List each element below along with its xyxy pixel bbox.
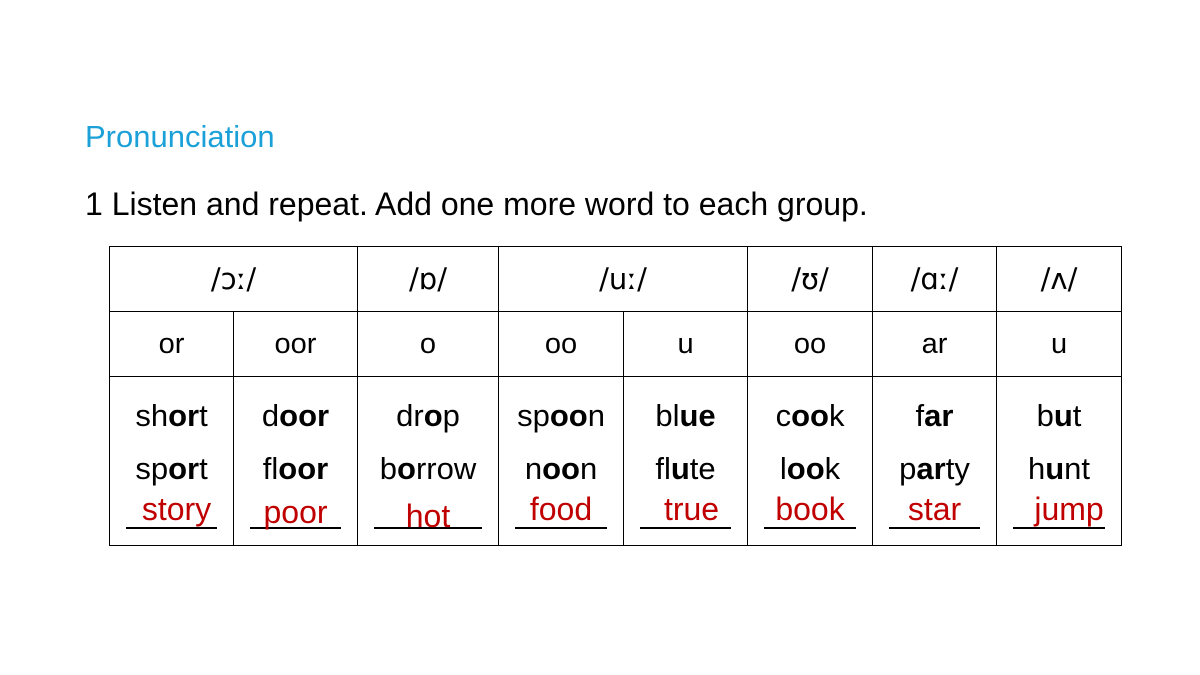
word-part: b — [1036, 398, 1054, 433]
word-part: sp — [135, 451, 169, 486]
highlighted-spelling: oo — [786, 451, 825, 486]
example-cell — [748, 377, 873, 546]
example-cell — [997, 377, 1122, 546]
answer-word: hot — [405, 498, 451, 534]
example-cell — [499, 377, 624, 546]
spelling-cell: u — [997, 312, 1122, 377]
highlighted-spelling: u — [1053, 398, 1073, 433]
highlighted-spelling: or — [168, 398, 200, 433]
answer-blank — [499, 491, 623, 539]
word-part: fl — [262, 451, 279, 486]
highlighted-spelling: ar — [924, 398, 954, 433]
word-part: n — [579, 451, 598, 486]
example-word — [499, 442, 623, 495]
highlighted-spelling: ue — [679, 398, 716, 433]
answer-word: story — [141, 491, 212, 527]
sound-cell: /ɔː/ — [110, 247, 358, 312]
example-cell — [358, 377, 499, 546]
example-word — [234, 389, 357, 442]
word-part: ty — [945, 451, 970, 486]
example-word — [110, 389, 233, 442]
example-cell — [110, 377, 234, 546]
word-part: sp — [517, 398, 550, 433]
highlighted-spelling: oo — [542, 451, 580, 486]
sound-cell: /uː/ — [499, 247, 748, 312]
spelling-cell: oor — [234, 312, 358, 377]
answer-blank — [748, 491, 872, 539]
exercise-instruction: 1 Listen and repeat. Add one more word to each group. — [85, 186, 868, 222]
phonics-table — [109, 246, 1122, 546]
spelling-row — [110, 312, 1122, 377]
answer-blank — [624, 491, 747, 539]
example-word — [997, 389, 1121, 442]
highlighted-spelling: oor — [279, 398, 330, 433]
word-part: dr — [396, 398, 424, 433]
word-part: p — [899, 451, 917, 486]
highlighted-spelling: oo — [791, 398, 829, 433]
example-word — [110, 442, 233, 495]
word-part: p — [442, 398, 460, 433]
word-part: c — [775, 398, 792, 433]
example-word — [873, 389, 996, 442]
example-word — [748, 389, 872, 442]
word-part: t — [199, 398, 208, 433]
example-word — [997, 442, 1121, 495]
highlighted-spelling: oor — [278, 451, 329, 486]
sound-cell: /ɒ/ — [358, 247, 499, 312]
word-part: t — [1072, 398, 1082, 433]
answer-blank — [234, 495, 357, 539]
highlighted-spelling: or — [168, 451, 200, 486]
highlighted-spelling: ar — [916, 451, 946, 486]
sound-cell: /ɑː/ — [873, 247, 997, 312]
spelling-cell: or — [110, 312, 234, 377]
word-part: te — [689, 451, 716, 486]
answer-word: poor — [263, 494, 328, 530]
example-cell — [624, 377, 748, 546]
example-cell — [234, 377, 358, 546]
spelling-cell: oo — [499, 312, 624, 377]
word-part: d — [261, 398, 280, 433]
word-part: l — [779, 451, 787, 486]
word-part: fl — [655, 451, 671, 486]
answer-blank — [110, 491, 233, 539]
answer-word: star — [907, 491, 962, 527]
word-part: n — [524, 451, 543, 486]
example-word — [748, 442, 872, 495]
example-word — [234, 442, 357, 495]
answer-blank — [358, 495, 498, 539]
word-part: rrow — [415, 451, 477, 486]
answer-blank — [997, 491, 1121, 539]
sound-cell: /ʊ/ — [748, 247, 873, 312]
spelling-cell: oo — [748, 312, 873, 377]
word-part: k — [828, 398, 845, 433]
highlighted-spelling: oo — [549, 398, 588, 433]
example-word — [624, 389, 747, 442]
example-word — [358, 389, 498, 442]
highlighted-spelling: u — [670, 451, 690, 486]
word-part: sh — [135, 398, 169, 433]
highlighted-spelling: o — [397, 451, 416, 486]
example-word — [358, 442, 498, 495]
example-cell — [873, 377, 997, 546]
spelling-cell: u — [624, 312, 748, 377]
example-word — [873, 442, 996, 495]
example-word — [624, 442, 747, 495]
word-part: b — [379, 451, 398, 486]
highlighted-spelling: o — [423, 398, 443, 433]
example-words-row — [110, 377, 1122, 546]
sound-cell: /ʌ/ — [997, 247, 1122, 312]
spelling-cell: o — [358, 312, 499, 377]
word-part: bl — [655, 398, 680, 433]
highlighted-spelling: u — [1045, 451, 1065, 486]
answer-word: food — [529, 491, 593, 527]
word-part: n — [587, 398, 605, 433]
answer-word: true — [663, 491, 720, 527]
word-part: nt — [1064, 451, 1091, 486]
word-part: h — [1027, 451, 1046, 486]
word-part: t — [199, 451, 208, 486]
answer-word: book — [775, 491, 845, 527]
word-part: f — [915, 398, 925, 433]
sound-header-row — [110, 247, 1122, 312]
word-part: k — [824, 451, 841, 486]
answer-blank — [873, 491, 996, 539]
section-heading: Pronunciation — [85, 119, 275, 154]
spelling-cell: ar — [873, 312, 997, 377]
answer-word: jump — [1034, 491, 1104, 527]
example-word — [499, 389, 623, 442]
